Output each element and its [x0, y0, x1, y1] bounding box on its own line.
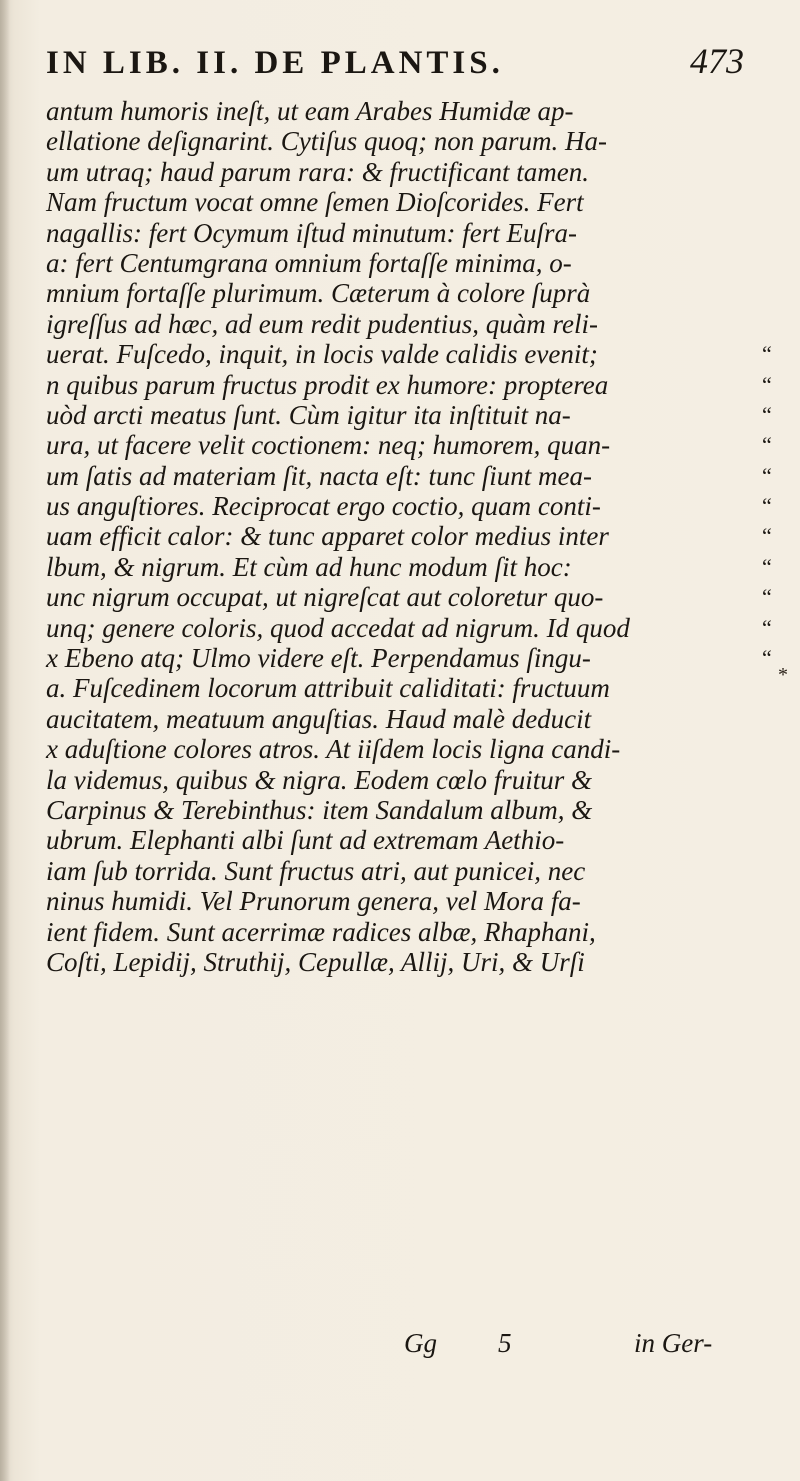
gutter-shadow: [0, 0, 10, 1481]
text-line: [46, 430, 772, 461]
line-text: ient fidem. Sunt acerrimæ radices albæ, Rhaphani,: [46, 916, 596, 947]
catchword: in Ger-: [634, 1328, 713, 1358]
text-line: [46, 612, 772, 643]
body-text: [46, 96, 772, 977]
quotation-mark: “: [762, 584, 772, 610]
text-line: [46, 248, 766, 278]
text-line: [46, 96, 766, 126]
text-line: [46, 643, 772, 674]
line-text: antum humoris ineſt, ut eam Arabes Humidæ ap-: [46, 96, 574, 126]
quotation-mark: “: [762, 371, 772, 397]
text-line: [46, 856, 766, 886]
text-line: [46, 673, 766, 703]
text-line: [46, 157, 766, 187]
line-text: uòd arcti meatus ſunt. Cùm igitur ita inſtituit na-: [46, 399, 571, 430]
line-text: uerat. Fuſcedo, inquit, in locis valde calidis evenit;: [46, 339, 598, 370]
text-line: [46, 917, 766, 947]
line-text: iam ſub torrida. Sunt fructus atri, aut punicei, nec: [46, 855, 586, 886]
page-header: [46, 40, 746, 90]
line-text: Coſti, Lepidij, Struthij, Cepullæ, Allij, Uri, & Urſi: [46, 946, 585, 977]
signature-mark: Gg: [404, 1328, 437, 1358]
text-line: [46, 126, 766, 156]
text-line: [46, 339, 772, 370]
page-number: 473: [690, 41, 744, 81]
quotation-mark: “: [762, 614, 772, 640]
line-text: la videmus, quibus & nigra. Eodem cœlo fruitur &: [46, 764, 592, 795]
line-text: mnium fortaſſe plurimum. Cæterum à colore ſuprà: [46, 278, 591, 309]
text-line: [46, 369, 772, 400]
text-line: [46, 309, 766, 339]
text-line: [46, 399, 772, 430]
line-text: Nam fructum vocat omne ſemen Dioſcorides. Fert: [46, 187, 584, 218]
line-text: ninus humidi. Vel Prunorum genera, vel Mora fa-: [46, 886, 581, 917]
running-head: IN LIB. II. DE PLANTIS.: [46, 45, 504, 81]
quotation-mark: “: [762, 432, 772, 458]
quotation-mark: “: [762, 493, 772, 519]
line-text: Carpinus & Terebinthus: item Sandalum album, &: [46, 794, 593, 825]
line-text: uam efficit calor: & tunc apparet color medius inter: [46, 521, 609, 552]
line-text: lbum, & nigrum. Et cùm ad hunc modum ſit hoc:: [46, 551, 572, 582]
line-text: a. Fuſcedinem locorum attribuit caliditati: fructuum: [46, 673, 610, 704]
line-text: unq; genere coloris, quod accedat ad nigrum. Id quod: [46, 612, 630, 643]
text-line: [46, 491, 772, 522]
text-line: [46, 460, 772, 491]
line-text: ubrum. Elephanti albi ſunt ad extremam Aethio-: [46, 825, 565, 856]
text-line: [46, 187, 766, 217]
line-text: x Ebeno atq; Ulmo videre eſt. Perpendamus ſingu-: [46, 643, 591, 674]
quotation-mark: “: [762, 523, 772, 549]
line-text: ura, ut facere velit coctionem: neq; humorem, quan-: [46, 430, 611, 461]
line-text: igreſſus ad hæc, ad eum redit pudentius, quàm reli-: [46, 308, 598, 339]
line-text: us anguſtiores. Reciprocat ergo coctio, quam conti-: [46, 491, 601, 522]
quotation-mark: “: [762, 553, 772, 579]
line-text: x aduſtione colores atros. At iiſdem locis ligna candi-: [46, 734, 621, 765]
line-text: a: fert Centumgrana omnium fortaſſe minima, o-: [46, 247, 572, 278]
text-line: [46, 278, 766, 308]
line-text: aucitatem, meatuum anguſtias. Haud malè deducit: [46, 703, 592, 734]
text-line: [46, 704, 766, 734]
text-line: [46, 825, 766, 855]
text-line: [46, 886, 766, 916]
footer-line: [46, 1328, 766, 1362]
quotation-mark: “: [762, 645, 772, 671]
quotation-mark: “: [762, 341, 772, 367]
line-text: ellatione deſignarint. Cytiſus quoq; non parum. Ha-: [46, 126, 607, 157]
quotation-mark: “: [762, 401, 772, 427]
quotation-mark: “: [762, 462, 772, 488]
signature-number: 5: [498, 1328, 512, 1358]
line-text: um ſatis ad materiam ſit, nacta eſt: tunc ſiunt mea-: [46, 460, 592, 491]
text-line: [46, 765, 766, 795]
text-line: [46, 947, 766, 977]
text-line: [46, 795, 766, 825]
text-line: [46, 218, 766, 248]
line-text: um utraq; haud parum rara: & fructificant tamen.: [46, 156, 589, 187]
margin-mark: *: [778, 664, 788, 686]
line-text: unc nigrum occupat, ut nigreſcat aut coloretur quo-: [46, 582, 604, 613]
text-line: [46, 582, 772, 613]
line-text: n quibus parum fructus prodit ex humore: propterea: [46, 369, 609, 400]
line-text: nagallis: fert Ocymum iſtud minutum: fert Euſra-: [46, 217, 577, 248]
text-line: [46, 734, 766, 764]
text-line: [46, 521, 772, 552]
text-line: [46, 551, 772, 582]
